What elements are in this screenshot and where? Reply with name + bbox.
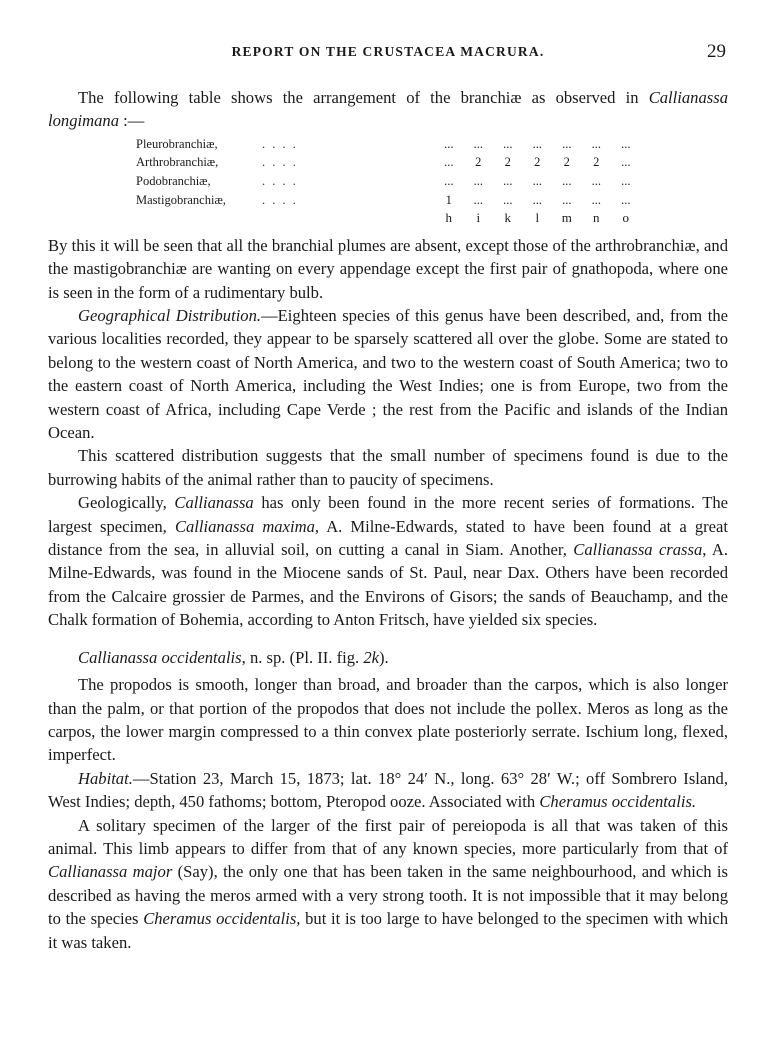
paragraph-text: but it is too large to have belonged to the specimen with which it was taken. xyxy=(48,909,728,952)
page-number: 29 xyxy=(707,41,726,62)
row-label: Podobranchiæ, xyxy=(136,174,211,188)
table-cell: ... xyxy=(444,136,454,151)
table-cell: ... xyxy=(532,174,542,188)
paragraph-text: —Station 23, March 15, 1873; lat. 18° 24′ N., long. 63° 28′ W.; off Sombrero Island, West Indies; depth, 450 fathoms; bottom, Pteropod ooze. Associated with xyxy=(48,768,728,812)
table-row xyxy=(136,191,641,210)
leader-dots: . . . . xyxy=(262,192,298,207)
leader-dots: . . . . xyxy=(262,174,298,188)
section-heading-geographical: Geographical Distribution. xyxy=(78,306,262,325)
column-letter: n xyxy=(593,210,600,226)
species-name: Callianassa crassa xyxy=(573,540,703,560)
species-heading-name: Callianassa occidentalis xyxy=(78,647,242,667)
column-letter: m xyxy=(561,210,572,226)
table-cell: ... xyxy=(473,136,483,151)
leader-dots: . . . . xyxy=(262,155,298,170)
column-letter: i xyxy=(476,210,481,226)
paragraph-geological xyxy=(48,491,728,631)
table-cell: ... xyxy=(503,192,513,207)
table-row xyxy=(136,135,641,154)
paragraph-scattered-distribution: This scattered distribution suggests that the small number of specimens found is due to the burrowing habits of the animal rather than to paucity of specimens. xyxy=(48,446,728,489)
page-header xyxy=(50,41,726,66)
paragraph-text: —Eighteen species of this genus have been described, and, from the various localities recorded, they appear to be sparsely scattered all over the globe. Some are stated to belong to the western coast of North America, and two to the western coast of South America; two to the eastern coast of North America, including the West Indies; one is from Europe, two from the western coast of Africa, including Cape Verde ; the rest from the Pacific and islands of the Indian Ocean. xyxy=(48,306,729,443)
table-cell: ... xyxy=(562,136,572,151)
paragraph-propodos: The propodos is smooth, longer than broad, and broader than the carpos, which is also longer than the palm, or that portion of the propodos that does not include the pollex. Meros as long as the carpos, the lower margin compressed to a thin convex plate posteriorly serrate. Ischium long, flexed, imperfect. xyxy=(48,675,728,765)
species-name: Cheramus occidentalis, xyxy=(143,909,301,929)
table-cell: ... xyxy=(444,174,454,188)
table-cell: 2 xyxy=(504,155,511,170)
paragraph-text: (Say), the only one that has been taken in the same neighbourhood, and which is described as having the meros armed with a very strong tooth. It is not impossible that it may belong to the species xyxy=(48,862,728,929)
species-name: Callianassa major xyxy=(48,862,173,882)
paragraph-branchial-summary: By this it will be seen that all the branchial plumes are absent, except those of the arthrobranchiæ, and the mastigobranchiæ are wanting on every appendage except the first pair of gnathopoda, where one is seen in the form of a rudimentary bulb. xyxy=(48,235,728,302)
row-label: Mastigobranchiæ, xyxy=(136,192,226,207)
row-label: Arthrobranchiæ, xyxy=(136,155,219,170)
table-cell: ... xyxy=(621,174,631,188)
table-cell: 2 xyxy=(563,155,570,170)
column-letter: o xyxy=(622,210,629,226)
species-name: Callianassa maxima xyxy=(174,516,315,536)
paragraph-geographical-distribution xyxy=(48,304,728,444)
table-cell: ... xyxy=(621,155,631,170)
column-letter: k xyxy=(504,210,511,226)
species-name: Callianassa xyxy=(174,493,254,513)
column-letter-row xyxy=(136,209,641,228)
table-cell: ... xyxy=(562,174,572,188)
table-cell: ... xyxy=(444,155,454,170)
intro-text: The following table shows the arrangement of the branchiæ as observed in xyxy=(78,88,649,107)
paragraph-habitat xyxy=(48,767,728,814)
intro-text-end: :— xyxy=(119,111,145,131)
table-cell: ... xyxy=(532,192,542,207)
table-cell: ... xyxy=(621,136,631,151)
paragraph-text: has only been found in the more recent series of formations. The largest specimen, xyxy=(48,493,728,536)
section-heading-habitat: Habitat. xyxy=(78,768,133,788)
table-cell: 2 xyxy=(593,155,600,170)
table-cell: ... xyxy=(591,192,601,207)
table-intro-paragraph xyxy=(48,86,728,133)
paragraph-solitary-specimen xyxy=(48,814,728,954)
paragraph-text: A solitary specimen of the larger of the first pair of pereiopoda is all that was taken of this animal. This limb appears to differ from that of any known species, more particularly from that of xyxy=(48,815,728,858)
branchiae-table xyxy=(136,135,641,228)
paragraph-text: Geologically, xyxy=(78,493,175,513)
species-name: Cheramus occidentalis. xyxy=(539,792,697,812)
running-title: REPORT ON THE CRUSTACEA MACRURA. xyxy=(231,44,545,59)
intro-genus: Callianassa longimana xyxy=(48,88,728,131)
table-row xyxy=(136,153,641,172)
species-heading-fig: 2k xyxy=(363,647,379,667)
column-letter: l xyxy=(535,210,540,226)
table-cell: ... xyxy=(473,192,483,207)
table-cell: ... xyxy=(621,192,631,207)
table-cell: ... xyxy=(562,192,572,207)
table-row xyxy=(136,172,641,191)
table-cell: 2 xyxy=(475,155,482,170)
page-body xyxy=(48,86,728,954)
species-heading-close: ). xyxy=(379,647,389,667)
row-label: Pleurobranchiæ, xyxy=(136,136,218,151)
table-cell: ... xyxy=(591,174,601,188)
table-cell: ... xyxy=(473,174,483,188)
table-cell: ... xyxy=(532,136,542,151)
leader-dots: . . . . xyxy=(262,136,298,151)
table-cell: ... xyxy=(503,136,513,151)
species-heading xyxy=(48,646,728,669)
paragraph-text: , A. Milne-Edwards, stated to have been found at a great distance from the sea, in alluvial soil, on cutting a canal in Siam. Another, xyxy=(48,516,729,560)
table-cell: ... xyxy=(591,136,601,151)
table-cell: ... xyxy=(503,174,513,188)
paragraph-text: , A. Milne-Edwards, was found in the Miocene sands of St. Paul, near Dax. Others have been recorded from the Calcaire grossier de Parmes, and the Environs of Gisors; the sands of Beauchamp, and the Chalk formation of Bohemia, according to Anton Fritsch, have yielded six species. xyxy=(48,540,729,630)
table-cell: 1 xyxy=(445,192,452,207)
column-letter: h xyxy=(445,210,452,226)
table-cell: 2 xyxy=(534,155,541,170)
species-heading-suffix: , n. sp. (Pl. II. fig. xyxy=(241,647,364,667)
